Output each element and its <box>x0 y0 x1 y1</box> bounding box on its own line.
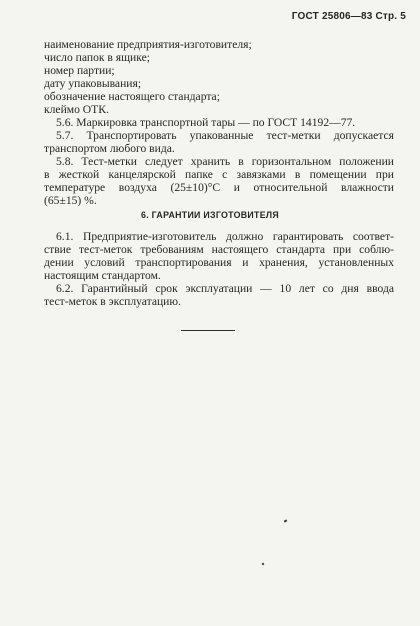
list-item: число папок в ящике; <box>44 51 150 64</box>
paragraph-5-6: 5.6. Маркировка транспортной тары — по ГОСТ 14192—77. <box>56 116 356 129</box>
list-item: дату упаковывания; <box>44 77 142 90</box>
scan-speck <box>262 563 265 566</box>
paragraph-6-1-line: настоящим стандартом. <box>44 269 161 282</box>
list-item: обозначение настоящего стандарта; <box>44 90 220 103</box>
paragraph-5-8-line: (65±15) %. <box>44 194 97 207</box>
list-item: клеймо ОТК. <box>44 103 109 116</box>
paragraph-6-2-line: 6.2. Гарантийный срок эксплуатации — 10 лет со дня ввода <box>56 282 394 295</box>
end-divider <box>181 330 235 331</box>
paragraph-6-1-line: 6.1. Предприятие-изготовитель должно гарантировать соответ- <box>56 230 394 243</box>
list-item: номер партии; <box>44 64 115 77</box>
paragraph-5-8-line: 5.8. Тест-метки следует хранить в горизонтальном положении <box>56 155 394 168</box>
page-header: ГОСТ 25806—83 Стр. 5 <box>291 11 406 22</box>
scan-speck <box>284 519 288 522</box>
section-title: 6. ГАРАНТИИ ИЗГОТОВИТЕЛЯ <box>141 210 279 220</box>
paragraph-5-7-line: транспортом любого вида. <box>44 142 175 155</box>
paragraph-6-1-line: ствие тест-меток требованиям настоящего стандарта при соблю- <box>44 243 394 256</box>
paragraph-5-8-line: температуре воздуха (25±10)°С и относительной влажности <box>44 181 394 194</box>
paragraph-6-1-line: дении условий транспортирования и хранения, установленных <box>44 256 394 269</box>
list-item: наименование предприятия-изготовителя; <box>44 38 252 51</box>
paragraph-6-2-line: тест-меток в эксплуатацию. <box>44 295 181 308</box>
paragraph-5-7-line: 5.7. Транспортировать упакованные тест-метки допускается <box>56 129 394 142</box>
paragraph-5-8-line: в жесткой канцелярской папке с завязками в помещении при <box>44 168 394 181</box>
